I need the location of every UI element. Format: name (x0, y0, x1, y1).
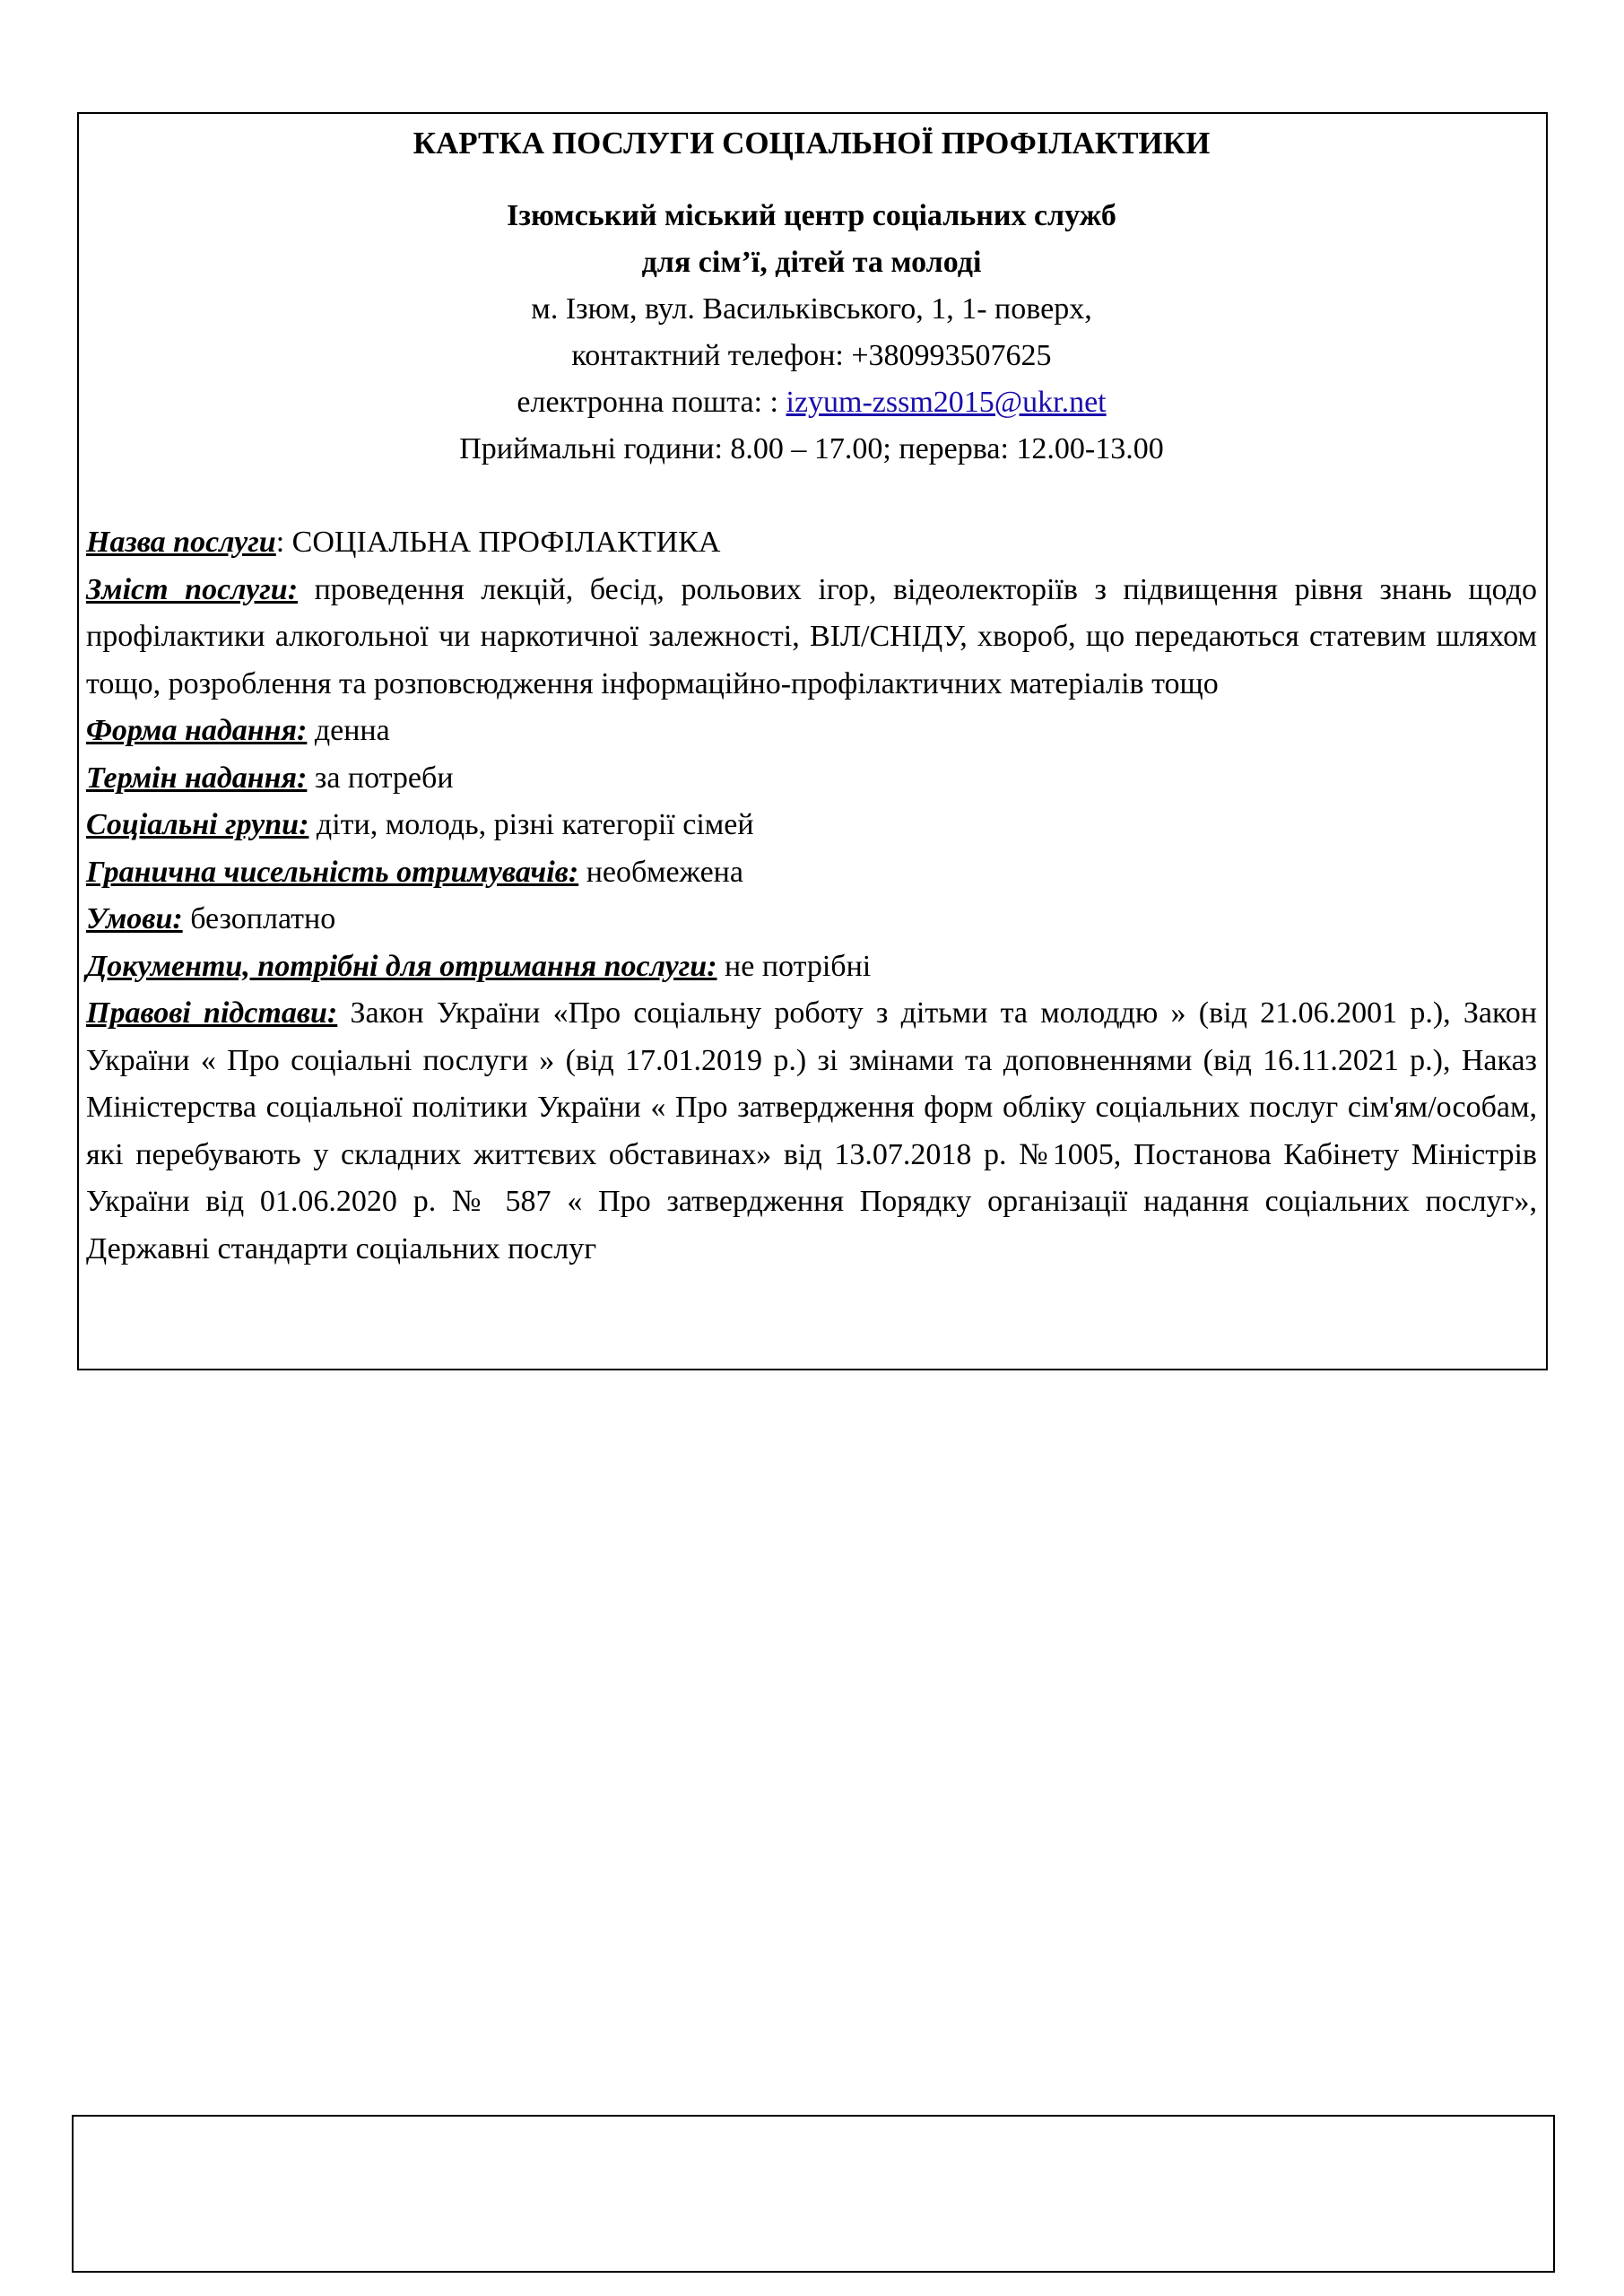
field-label: Зміст послуги: (86, 572, 299, 606)
field-label: Соціальні групи: (86, 808, 309, 841)
field-legal (86, 990, 1537, 1273)
email-label: електронна пошта: : (517, 386, 786, 419)
field-label: Термін надання: (86, 761, 308, 795)
footer-empty-box (72, 2115, 1555, 2273)
field-value: діти, молодь, різні категорії сімей (308, 808, 754, 841)
organization-name-line2: для сім’ї, дітей та молоді (641, 246, 982, 279)
field-groups (86, 802, 1537, 849)
field-value: не потрібні (716, 949, 872, 983)
email-link[interactable]: izyum-zssm2015@ukr.net (786, 386, 1107, 419)
card-title: КАРТКА ПОСЛУГИ СОЦІАЛЬНОЇ ПРОФІЛАКТИКИ (413, 126, 1211, 161)
phone: контактний телефон: +380993507625 (571, 339, 1052, 372)
field-value: за потреби (307, 761, 454, 795)
field-label: Правові підстави: (86, 996, 338, 1030)
field-value: Закон України «Про соціальну роботу з дітьми та молоддю » (від 21.06.2001 р.), Закон України « Про соціальні послуги » (від 17.01.2019 р.) зі змінами та доповненнями (від 16.11.2021 р.), Наказ Міністерства соціальної політики України « Про затвердження форм обліку соціальних послуг сім'ям/особам, які перебувають у складних життєвих обставинах» від 13.07.2018 р. №1005, Постанова Кабінету Міністрів України від 01.06.2020 р. № 587 « Про затвердження Порядку організації надання соціальних послуг», Державні стандарти соціальних послуг (86, 996, 1537, 1265)
field-value: денна (307, 714, 390, 747)
field-form (86, 708, 1537, 755)
field-conditions (86, 896, 1537, 944)
working-hours: Приймальні години: 8.00 – 17.00; перерва: 12.00-13.00 (459, 432, 1164, 465)
field-service-name (86, 519, 1537, 567)
service-card (77, 112, 1548, 1370)
field-value: безоплатно (182, 902, 336, 935)
field-label: Гранична чисельність отримувачів: (86, 855, 579, 889)
field-term (86, 755, 1537, 803)
field-label: Форма надання: (86, 714, 308, 747)
service-details (86, 519, 1537, 1273)
field-limit (86, 849, 1537, 897)
field-documents (86, 944, 1537, 991)
field-value: : СОЦІАЛЬНА ПРОФІЛАКТИКА (275, 526, 721, 559)
field-label: Умови: (86, 902, 183, 935)
organization-name-line1: Ізюмський міський центр соціальних служб (507, 199, 1116, 232)
organization-header (86, 193, 1537, 473)
field-label: Назва послуги (86, 526, 276, 559)
email-row (86, 379, 1537, 426)
field-value: проведення лекцій, бесід, рольових ігор, відеолекторіїв з підвищення рівня знань щодо профілактики алкогольної чи наркотичної залежності, ВІЛ/СНІДУ, хвороб, що передаються статевим шляхом тощо, розроблення та розповсюдження інформаційно-профілактичних матеріалів тощо (86, 572, 1537, 700)
field-label: Документи, потрібні для отримання послуги: (86, 949, 717, 983)
field-content (86, 567, 1537, 709)
address: м. Ізюм, вул. Васильківського, 1, 1- поверх, (531, 292, 1092, 326)
field-value: необмежена (578, 855, 743, 889)
